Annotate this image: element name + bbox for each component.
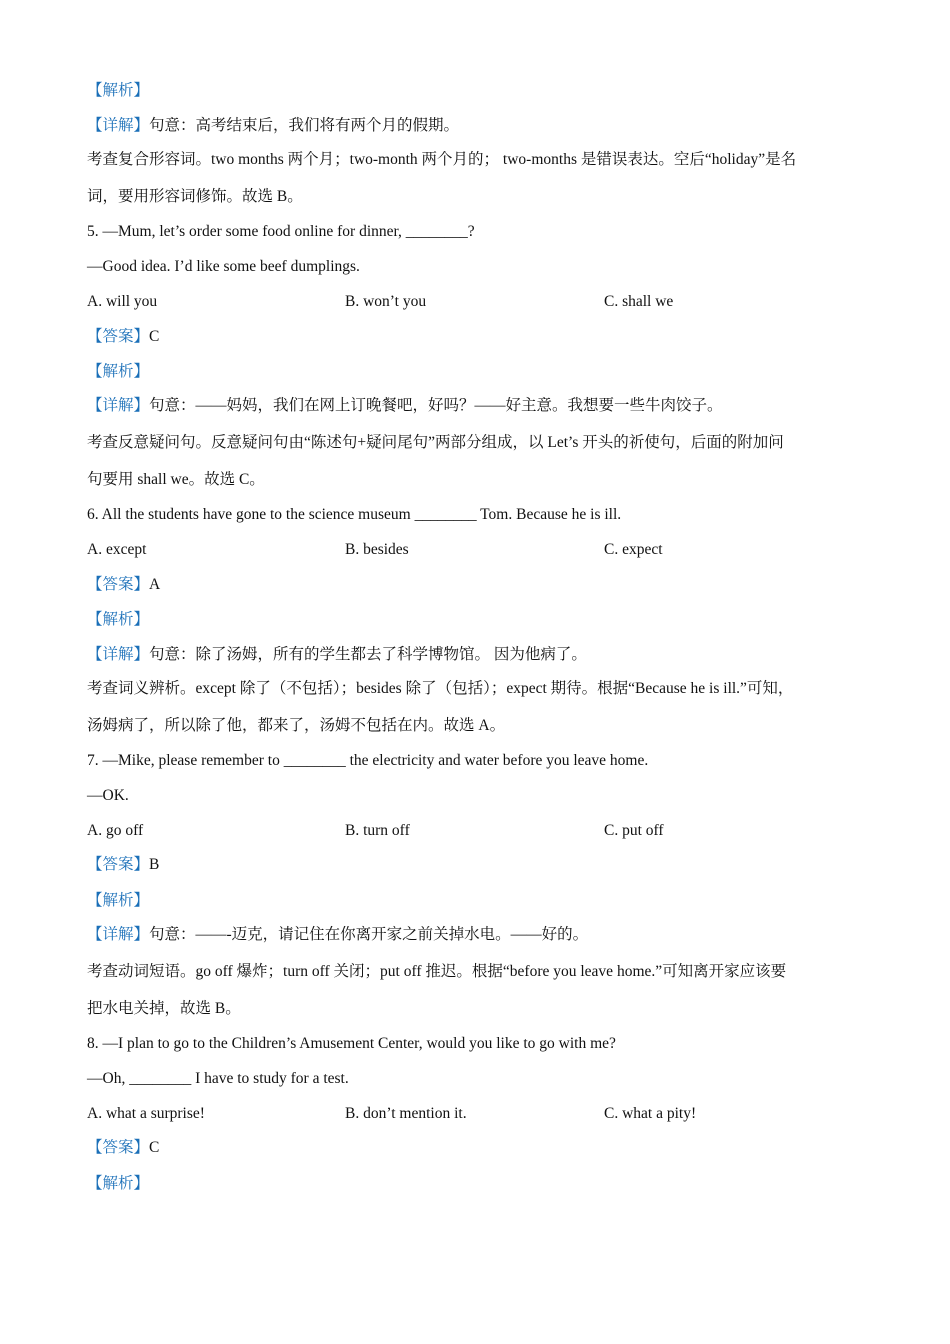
question-reply: —Oh, ________ I have to study for a test. [87, 1070, 349, 1087]
option-b: B. won’t you [345, 293, 427, 310]
explanation-line: 考查反意疑问句。反意疑问句由“陈述句+疑问尾句”两部分组成，以 Let’s 开头的祈使句，后面的附加问 [87, 434, 784, 451]
option-b: B. turn off [345, 822, 410, 839]
question-reply: —Good idea. I’d like some beef dumplings. [87, 258, 360, 275]
analysis-tag: 【解析】 [87, 1175, 150, 1192]
question-stem: 5. —Mum, let’s order some food online for dinner, ________? [87, 223, 475, 240]
option-a: A. except [87, 541, 147, 558]
explanation-line: 考查词义辨析。except 除了（不包括）；besides 除了（包括）；expect 期待。根据“Because he is ill.”可知， [87, 680, 794, 697]
explanation-line: 句要用 shall we。故选 C。 [87, 471, 265, 488]
question-stem: 6. All the students have gone to the science museum ________ Tom. Because he is ill. [87, 506, 622, 523]
analysis-tag: 【解析】 [87, 363, 150, 380]
analysis-tag: 【解析】 [87, 892, 150, 909]
answer-line: 【答案】B [87, 856, 160, 873]
explanation-line: 考查复合形容词。two months 两个月；two-month 两个月的； two-months 是错误表达。空后“holiday”是名 [87, 151, 797, 168]
question-reply: —OK. [87, 787, 129, 804]
option-c: C. what a pity! [604, 1105, 697, 1122]
option-b: B. don’t mention it. [345, 1105, 467, 1122]
option-c: C. expect [604, 541, 663, 558]
option-a: A. go off [87, 822, 144, 839]
detail-line: 【详解】句意：——妈妈，我们在网上订晚餐吧，好吗？——好主意。我想要一些牛肉饺子。 [87, 397, 723, 414]
explanation-line: 词，要用形容词修饰。故选 B。 [87, 188, 303, 205]
option-c: C. shall we [604, 293, 674, 310]
detail-line: 【详解】句意：除了汤姆，所有的学生都去了科学博物馆。 因为他病了。 [87, 646, 587, 663]
question-stem: 8. —I plan to go to the Children’s Amusement Center, would you like to go with me? [87, 1035, 616, 1052]
option-a: A. what a surprise! [87, 1105, 205, 1122]
answer-line: 【答案】C [87, 1139, 160, 1156]
explanation-line: 考查动词短语。go off 爆炸；turn off 关闭；put off 推迟。根据“before you leave home.”可知离开家应该要 [87, 963, 787, 980]
analysis-tag: 【解析】 [87, 611, 150, 628]
option-b: B. besides [345, 541, 409, 558]
option-c: C. put off [604, 822, 664, 839]
answer-line: 【答案】A [87, 576, 161, 593]
detail-line: 【详解】句意：——-迈克，请记住在你离开家之前关掉水电。——好的。 [87, 926, 589, 943]
question-stem: 7. —Mike, please remember to ________ the electricity and water before you leave home. [87, 752, 649, 769]
option-a: A. will you [87, 293, 158, 310]
analysis-tag: 【解析】 [87, 82, 150, 99]
explanation-line: 把水电关掉，故选 B。 [87, 1000, 241, 1017]
explanation-line: 汤姆病了，所以除了他，都来了，汤姆不包括在内。故选 A。 [87, 717, 506, 734]
answer-line: 【答案】C [87, 328, 160, 345]
detail-line: 【详解】句意：高考结束后，我们将有两个月的假期。 [87, 117, 460, 134]
